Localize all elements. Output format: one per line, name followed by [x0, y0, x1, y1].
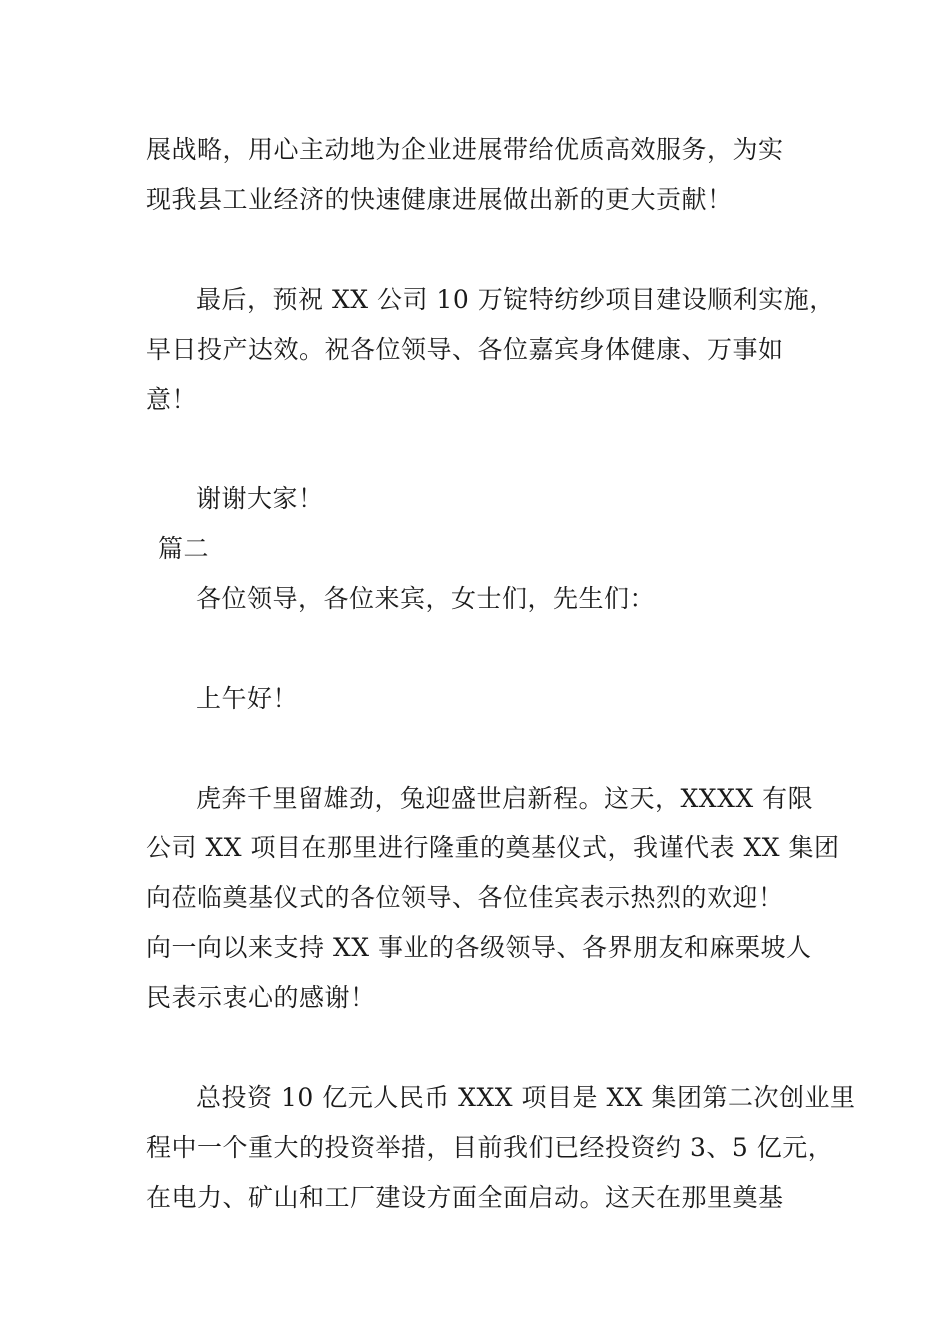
paragraph-5-line-3: 在电力、矿山和工厂建设方面全面启动。这天在那里奠基 [146, 1183, 784, 1212]
paragraph-1-line-2: 现我县工业经济的快速健康进展做出新的更大贡献！ [146, 185, 733, 214]
paragraph-2-line-2: 早日投产达效。祝各位领导、各位嘉宾身体健康、万事如 [146, 335, 784, 364]
paragraph-5-line-2: 程中一个重大的投资举措，目前我们已经投资约 3、5 亿元， [146, 1133, 834, 1162]
section-heading: 篇二 [158, 534, 210, 563]
paragraph-4-line-4: 向一向以来支持 XX 事业的各级领导、各界朋友和麻栗坡人 [146, 933, 812, 962]
paragraph-4-line-5: 民表示衷心的感谢！ [146, 983, 376, 1012]
paragraph-3-line-1: 谢谢大家！ [196, 484, 324, 513]
paragraph-4-line-3: 向莅临奠基仪式的各位领导、各位佳宾表示热烈的欢迎！ [146, 883, 784, 912]
paragraph-2-line-3: 意！ [146, 385, 198, 414]
morning-greeting: 上午好！ [196, 684, 299, 713]
paragraph-4-line-2: 公司 XX 项目在那里进行隆重的奠基仪式，我谨代表 XX 集团 [146, 833, 840, 862]
paragraph-2-line-1: 最后，预祝 XX 公司 10 万锭特纺纱项目建设顺利实施， [196, 285, 835, 314]
paragraph-4-line-1: 虎奔千里留雄劲，兔迎盛世启新程。这天，XXXX 有限 [196, 784, 814, 813]
paragraph-1-line-1: 展战略，用心主动地为企业进展带给优质高效服务，为实 [146, 135, 784, 164]
paragraph-5-line-1: 总投资 10 亿元人民币 XXX 项目是 XX 集团第二次创业里 [196, 1083, 856, 1112]
greeting-line: 各位领导，各位来宾，女士们，先生们： [196, 584, 656, 613]
